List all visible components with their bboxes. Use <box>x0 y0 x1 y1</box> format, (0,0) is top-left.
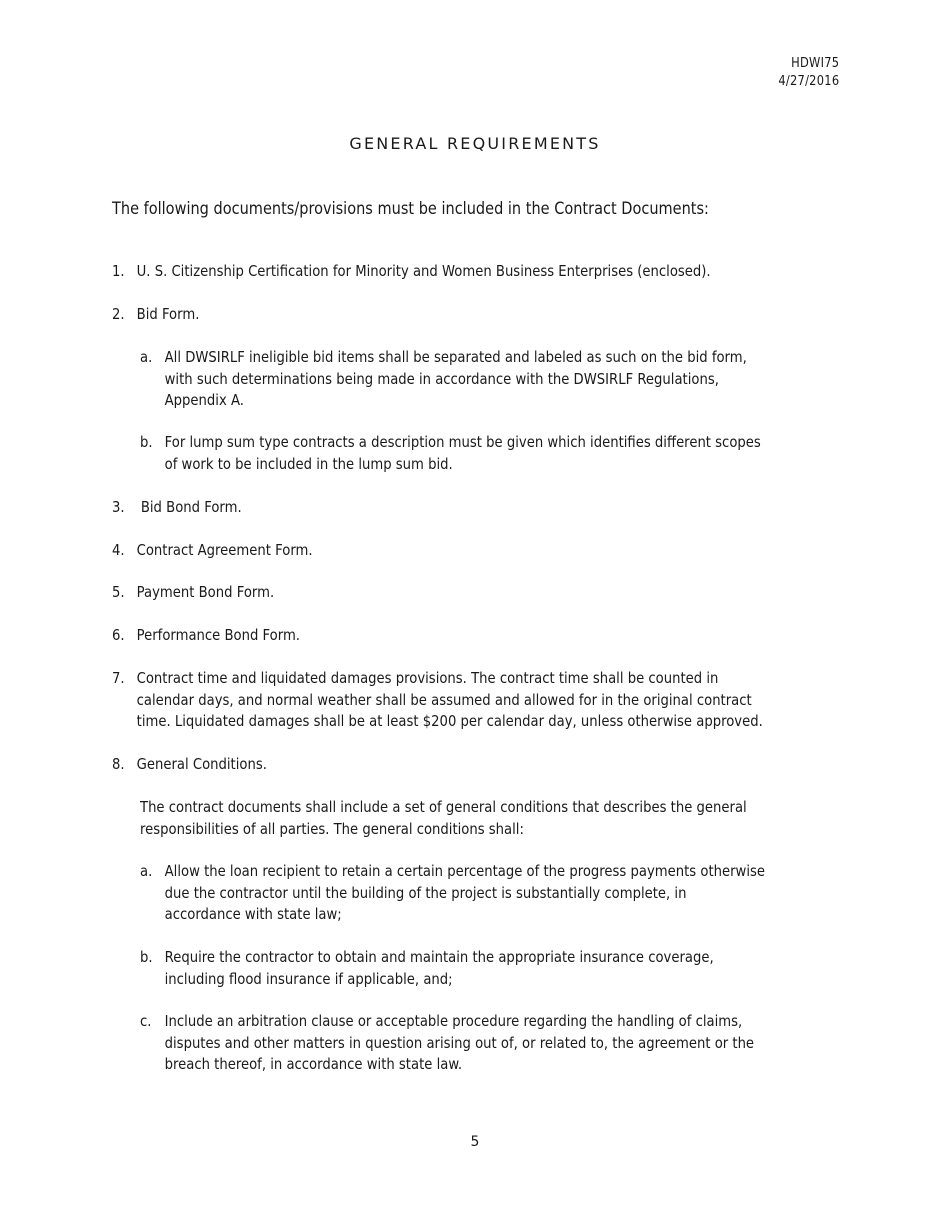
intro-text: The following documents/provisions must be included in the Contract Documents: <box>112 199 709 218</box>
text-line: disputes and other matters in question arising out of, or related to, the agreement or the <box>164 1033 755 1052</box>
item-text: Contract Agreement Form. <box>136 541 313 559</box>
item-text: Bid Form. <box>136 305 200 323</box>
subitem-text <box>165 432 843 475</box>
subitem-text <box>165 1011 843 1076</box>
item-number: 1. <box>112 262 125 280</box>
text-line: Allow the loan recipient to retain a certain percentage of the progress payments otherwise <box>164 862 766 880</box>
subitem-letter: c. <box>140 1012 152 1030</box>
text-line: calendar days, and normal weather shall be assumed and allowed for in the original contract <box>136 690 752 709</box>
text-line: of work to be included in the lump sum bid. <box>164 454 453 473</box>
subitem-letter: b. <box>140 948 153 966</box>
item-number: 5. <box>112 583 125 601</box>
general-conditions-paragraph <box>140 797 835 840</box>
item-number: 7. <box>112 669 125 687</box>
document-code: HDWI75 <box>790 56 839 71</box>
subitem-letter: a. <box>140 862 153 880</box>
document-header <box>778 55 839 91</box>
text-line: time. Liquidated damages shall be at least $200 per calendar day, unless otherwise approved. <box>136 712 763 730</box>
text-line: For lump sum type contracts a description must be given which identifies different scopes <box>164 433 761 451</box>
item-number: 6. <box>112 626 125 644</box>
text-line: All DWSIRLF ineligible bid items shall be separated and labeled as such on the bid form, <box>164 348 747 366</box>
item-number: 3. <box>112 498 125 516</box>
subitem-text <box>165 861 843 926</box>
page-title: GENERAL REQUIREMENTS <box>349 134 601 153</box>
subitem-text <box>165 947 843 990</box>
item-number: 4. <box>112 541 125 559</box>
subitem-text <box>165 347 843 412</box>
item-text: Payment Bond Form. <box>136 583 275 601</box>
subitem-letter: b. <box>140 433 153 451</box>
text-line: accordance with state law; <box>164 905 342 923</box>
item-text: General Conditions. <box>136 755 267 773</box>
item-text: Bid Bond Form. <box>136 498 242 516</box>
item-text <box>137 668 841 733</box>
text-line: responsibilities of all parties. The general conditions shall: <box>140 819 524 838</box>
item-text: Performance Bond Form. <box>136 626 301 644</box>
item-number: 8. <box>112 755 125 773</box>
text-line: with such determinations being made in accordance with the DWSIRLF Regulations, <box>164 369 719 388</box>
document-date: 4/27/2016 <box>777 74 839 89</box>
text-line: due the contractor until the building of the project is substantially complete, in <box>164 883 687 902</box>
text-line: The contract documents shall include a set of general conditions that describes the general <box>140 798 747 816</box>
text-line: Appendix A. <box>164 391 244 409</box>
item-text: U. S. Citizenship Certification for Minority and Women Business Enterprises (enclosed). <box>136 262 711 280</box>
subitem-letter: a. <box>140 348 153 366</box>
text-line: including flood insurance if applicable, and; <box>164 969 453 988</box>
text-line: Require the contractor to obtain and maintain the appropriate insurance coverage, <box>164 948 714 966</box>
text-line: breach thereof, in accordance with state law. <box>164 1055 463 1073</box>
text-line: Include an arbitration clause or acceptable procedure regarding the handling of claims, <box>164 1012 743 1030</box>
page-number: 5 <box>470 1134 480 1150</box>
text-line: Contract time and liquidated damages provisions. The contract time shall be counted in <box>136 669 719 687</box>
item-number: 2. <box>112 305 125 323</box>
